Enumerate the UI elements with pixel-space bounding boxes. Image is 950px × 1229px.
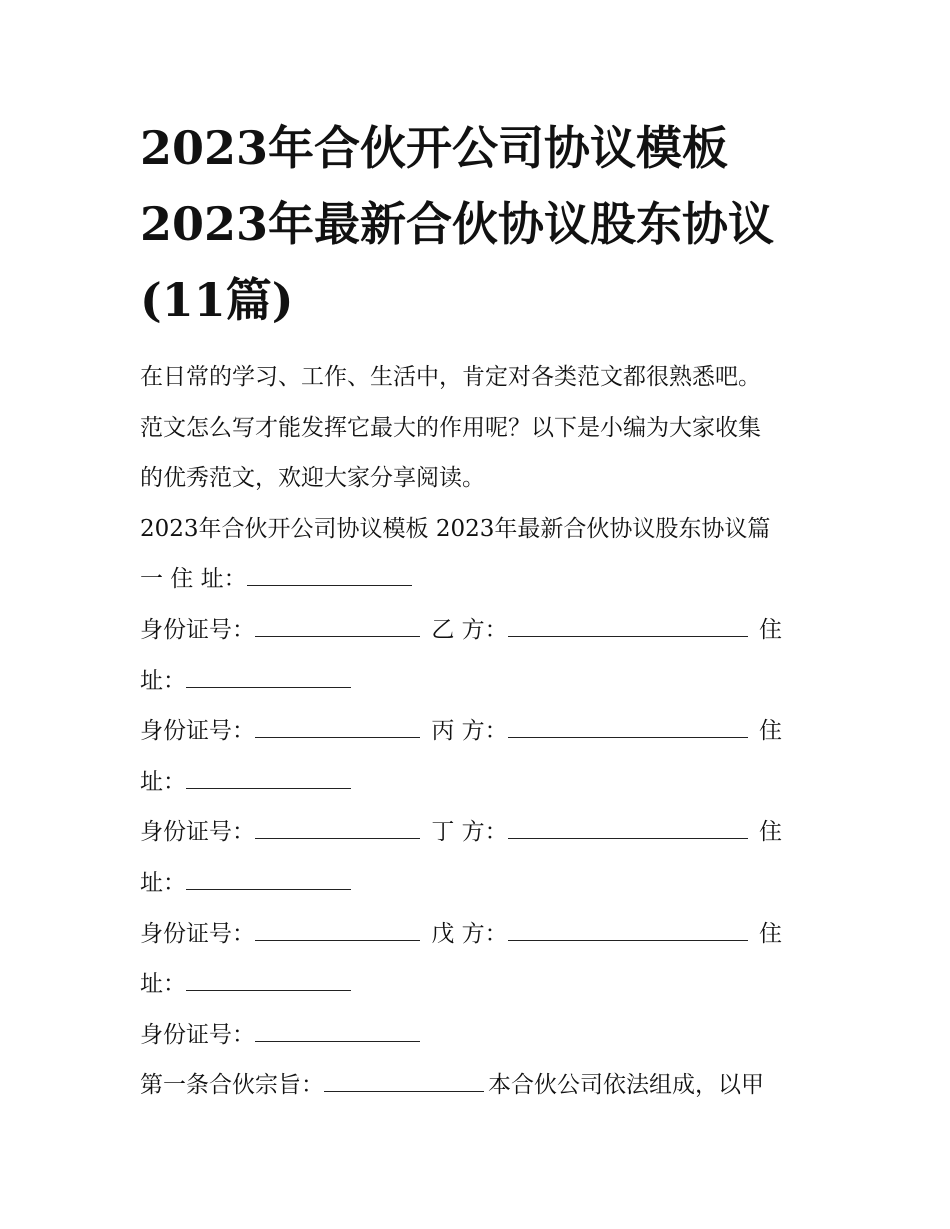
party-e-id-blank[interactable]	[255, 1015, 420, 1042]
document-body	[140, 352, 830, 1111]
address-label-tail: 住	[758, 718, 782, 745]
clause-1-suffix: 本合伙公司依法组成，以甲	[488, 1072, 764, 1099]
party-e-id-line	[140, 1010, 830, 1061]
id-number-label: 身份证号：	[140, 920, 255, 947]
id-number-label: 身份证号：	[140, 718, 255, 745]
party-c-name-blank[interactable]	[508, 711, 748, 738]
clause-1-blank[interactable]	[324, 1065, 484, 1092]
party-d-name-blank[interactable]	[508, 812, 748, 839]
address-label-start: 址：	[140, 768, 186, 795]
address-label-start: 址：	[140, 971, 186, 998]
party-e-label: 戊 方：	[431, 920, 508, 947]
id-number-label: 身份证号：	[140, 616, 255, 643]
party-d-id-blank[interactable]	[255, 914, 420, 941]
party-c-id-blank[interactable]	[255, 812, 420, 839]
party-c-address-blank[interactable]	[186, 762, 351, 789]
intro-line-1: 在日常的学习、工作、生活中，肯定对各类范文都很熟悉吧。	[140, 364, 761, 390]
party-e-address-line	[140, 959, 830, 1010]
section-heading-cont: 一 住 址：	[140, 566, 247, 593]
party-d-label: 丁 方：	[431, 819, 508, 846]
clause-1-prefix: 第一条合伙宗旨：	[140, 1072, 324, 1099]
id-number-label: 身份证号：	[140, 1021, 255, 1048]
id-number-label: 身份证号：	[140, 819, 255, 846]
party-a-id-blank[interactable]	[255, 610, 420, 637]
party-b-address-blank[interactable]	[186, 661, 351, 688]
title-line-3: (11篇)	[140, 273, 294, 327]
party-b-label: 乙 方：	[431, 616, 508, 643]
party-b-address-line	[140, 656, 830, 707]
address-label-tail: 住	[758, 920, 782, 947]
address-label-start: 址：	[140, 667, 186, 694]
party-c-label: 丙 方：	[431, 718, 508, 745]
party-e-name-blank[interactable]	[508, 914, 748, 941]
address-label-tail: 住	[758, 819, 782, 846]
party-a-address-blank[interactable]	[247, 559, 412, 586]
party-e-address-blank[interactable]	[186, 964, 351, 991]
party-d-line	[140, 807, 830, 858]
party-b-id-blank[interactable]	[255, 711, 420, 738]
party-c-line	[140, 706, 830, 757]
clause-1-line	[140, 1060, 830, 1111]
address-label-tail: 住	[758, 616, 782, 643]
intro-line-3: 的优秀范文，欢迎大家分享阅读。	[140, 465, 485, 492]
party-d-address-line	[140, 858, 830, 909]
document-title	[140, 110, 840, 338]
party-d-address-blank[interactable]	[186, 863, 351, 890]
intro-line-2: 范文怎么写才能发挥它最大的作用呢？以下是小编为大家收集	[140, 414, 761, 441]
party-e-line	[140, 909, 830, 960]
title-line-2: 2023年最新合伙协议股东协议	[140, 197, 775, 251]
party-a-address-line	[140, 554, 830, 605]
party-c-address-line	[140, 757, 830, 808]
title-line-1: 2023年合伙开公司协议模板	[140, 121, 729, 175]
section-heading: 2023年合伙开公司协议模板 2023年最新合伙协议股东协议篇	[140, 515, 771, 542]
party-b-line	[140, 605, 830, 656]
party-b-name-blank[interactable]	[508, 610, 748, 637]
address-label-start: 址：	[140, 869, 186, 896]
